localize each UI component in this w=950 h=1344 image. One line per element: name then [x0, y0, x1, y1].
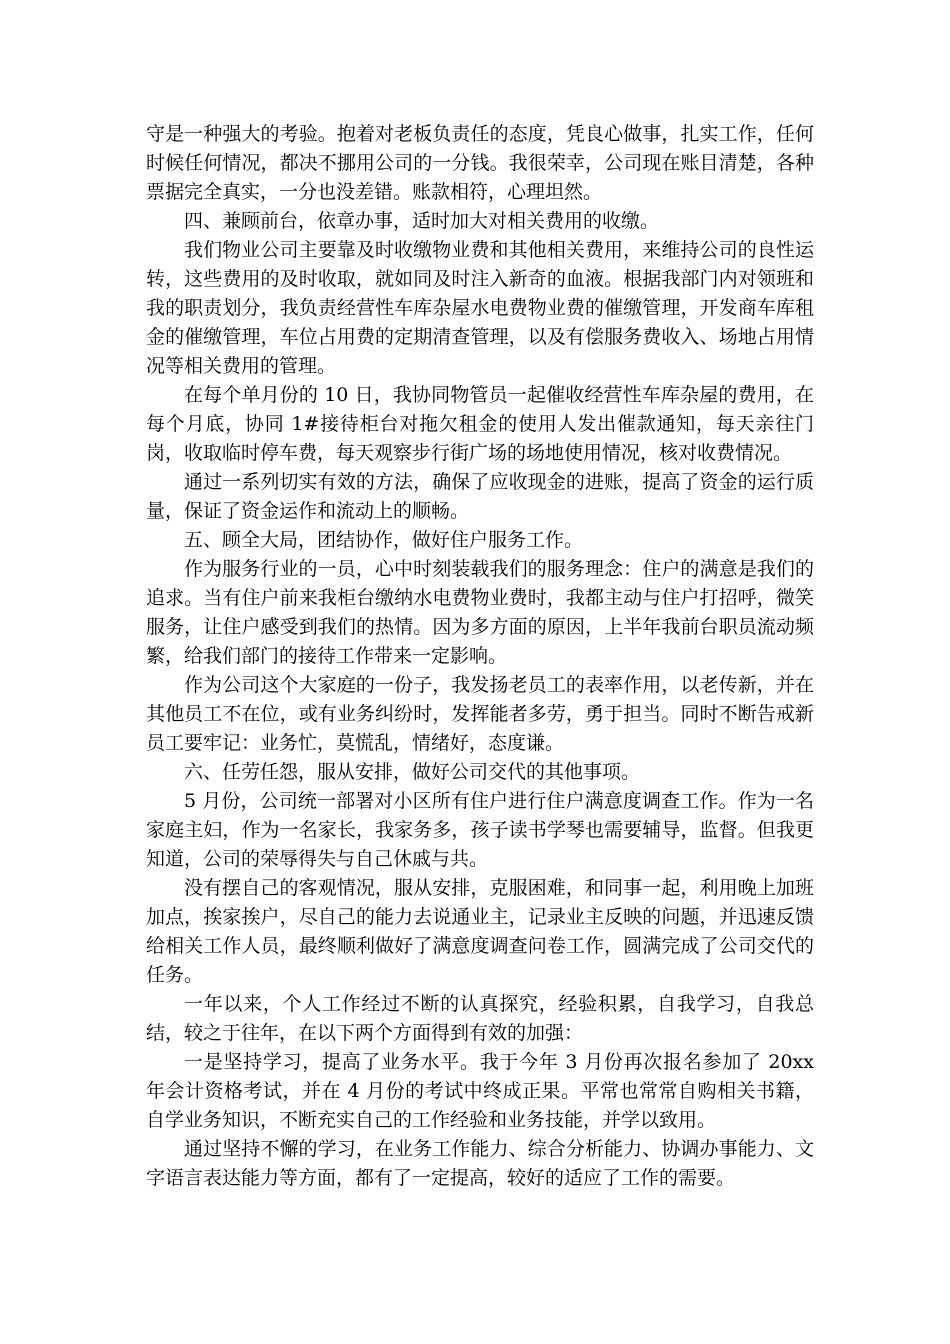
paragraph: 一是坚持学习，提高了业务水平。我于今年 3 月份再次报名参加了 20xx 年会计资格考试，并在 4 月份的考试中终成正果。平常也常常自购相关书籍，自学业务知识，不断充实自己的工作经验和业务技能，并学以致用。: [146, 1051, 814, 1131]
paragraph: 一年以来，个人工作经过不断的认真探究，经验积累，自我学习，自我总结，较之于往年，在以下两个方面得到有效的加强：: [146, 993, 814, 1044]
paragraph: 作为服务行业的一员，心中时刻装载我们的服务理念：住户的满意是我们的追求。当有住户前来我柜台缴纳水电费物业费时，我都主动与住户打招呼，微笑服务，让住户感受到我们的热情。因为多方面的原因，上半年我前台职员流动频繁，给我们部门的接待工作带来一定影响。: [146, 558, 814, 667]
paragraph-continuation: 守是一种强大的考验。抱着对老板负责任的态度，凭良心做事，扎实工作，任何时候任何情况，都决不挪用公司的一分钱。我很荣幸，公司现在账目清楚，各种票据完全真实，一分也没差错。账款相符，心理坦然。: [146, 123, 814, 203]
section-heading-5: 五、顾全大局，团结协作，做好住户服务工作。: [184, 529, 584, 551]
paragraph: 通过坚持不懈的学习，在业务工作能力、综合分析能力、协调办事能力、文字语言表达能力等方面，都有了一定提高，较好的适应了工作的需要。: [146, 1138, 814, 1189]
paragraph: 作为公司这个大家庭的一份子，我发扬老员工的表率作用，以老传新，并在其他员工不在位，或有业务纠纷时，发挥能者多劳，勇于担当。同时不断告戒新员工要牢记：业务忙，莫慌乱，情绪好，态度谦。: [146, 674, 814, 754]
paragraph: 我们物业公司主要靠及时收缴物业费和其他相关费用，来维持公司的良性运转，这些费用的及时收取，就如同及时注入新奇的血液。根据我部门内对领班和我的职责划分，我负责经营性车库杂屋水电费物业费的催缴管理，开发商车库租金的催缴管理，车位占用费的定期清查管理，以及有偿服务费收入、场地占用情况等相关费用的管理。: [146, 239, 814, 377]
paragraph: 没有摆自己的客观情况，服从安排，克服困难，和同事一起，利用晚上加班加点，挨家挨户，尽自己的能力去说通业主，记录业主反映的问题，并迅速反馈给相关工作人员，最终顺利做好了满意度调查问卷工作，圆满完成了公司交代的任务。: [146, 877, 814, 986]
section-heading-4: 四、兼顾前台，依章办事，适时加大对相关费用的收缴。: [184, 210, 660, 232]
paragraph: 通过一系列切实有效的方法，确保了应收现金的进账，提高了资金的运行质量，保证了资金运作和流动上的顺畅。: [146, 471, 814, 522]
section-heading-6: 六、任劳任怨，服从安排，做好公司交代的其他事项。: [184, 761, 641, 783]
document-body: [146, 120, 814, 1193]
paragraph: 5 月份，公司统一部署对小区所有住户进行住户满意度调查工作。作为一名家庭主妇，作为一名家长，我家务多，孩子读书学琴也需要辅导，监督。但我更知道，公司的荣辱得失与自己休戚与共。: [146, 790, 814, 870]
paragraph: 在每个单月份的 10 日，我协同物管员一起催收经营性车库杂屋的费用，在每个月底，协同 1#接待柜台对拖欠租金的使用人发出催款通知，每天亲往门岗，收取临时停车费，每天观察步行街广场的场地使用情况，核对收费情况。: [146, 384, 814, 464]
